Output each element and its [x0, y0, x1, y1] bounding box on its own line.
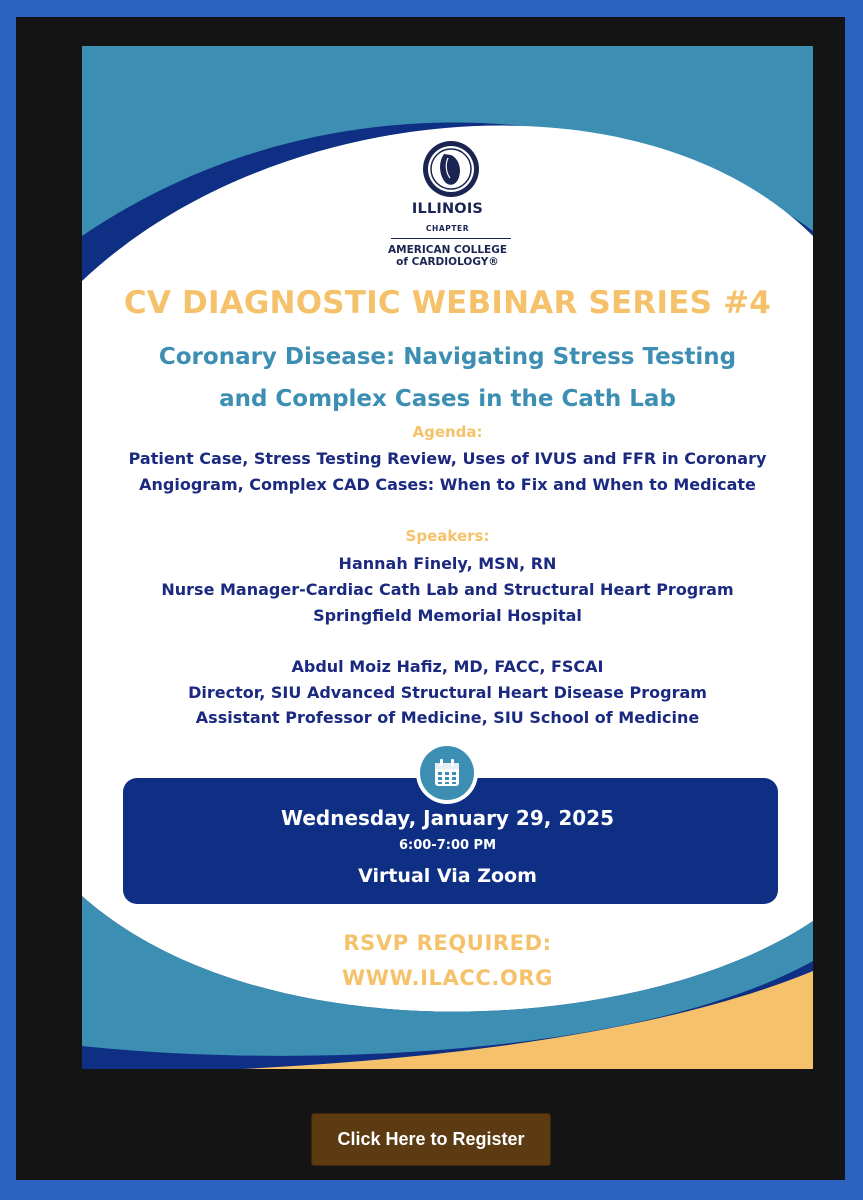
- speaker2-org: Assistant Professor of Medicine, SIU School of Medicine: [195, 708, 700, 727]
- webinar-title-line1: Coronary Disease: Navigating Stress Testing: [158, 344, 737, 370]
- register-button[interactable]: Click Here to Register: [311, 1113, 551, 1166]
- calendar-icon: [434, 759, 460, 787]
- logo-name: ILLINOIS: [411, 201, 484, 217]
- event-time: 6:00-7:00 PM: [398, 838, 497, 853]
- calendar-badge: [416, 742, 478, 804]
- event-date: Wednesday, January 29, 2025: [280, 806, 614, 830]
- agenda-line2: Angiogram, Complex CAD Cases: When to Fix and When to Medicate: [139, 475, 756, 494]
- logo-org-line2: of CARDIOLOGY®: [396, 256, 499, 268]
- speaker1-org: Springfield Memorial Hospital: [313, 606, 582, 625]
- rsvp-url: WWW.ILACC.ORG: [341, 966, 554, 990]
- speaker1-title: Nurse Manager-Cardiac Cath Lab and Structural Heart Program: [161, 580, 734, 599]
- acc-seal-icon: [423, 141, 479, 197]
- event-flyer: [82, 46, 813, 1069]
- speaker2-name: Abdul Moiz Hafiz, MD, FACC, FSCAI: [291, 657, 604, 676]
- email-frame: [16, 17, 845, 1180]
- series-title: CV DIAGNOSTIC WEBINAR SERIES #4: [123, 285, 772, 321]
- logo-org-line1: AMERICAN COLLEGE: [388, 244, 507, 256]
- speaker2-title: Director, SIU Advanced Structural Heart Disease Program: [188, 683, 707, 702]
- agenda-label: Agenda:: [412, 423, 483, 441]
- speakers-label: Speakers:: [405, 527, 490, 545]
- logo-chapter: CHAPTER: [425, 224, 470, 233]
- speaker1-name: Hannah Finely, MSN, RN: [338, 554, 557, 573]
- logo-divider: [391, 238, 511, 239]
- rsvp-label: RSVP REQUIRED:: [343, 931, 552, 955]
- webinar-title-line2: and Complex Cases in the Cath Lab: [219, 386, 676, 412]
- agenda-line1: Patient Case, Stress Testing Review, Uses of IVUS and FFR in Coronary: [128, 449, 767, 468]
- event-location: Virtual Via Zoom: [358, 865, 537, 887]
